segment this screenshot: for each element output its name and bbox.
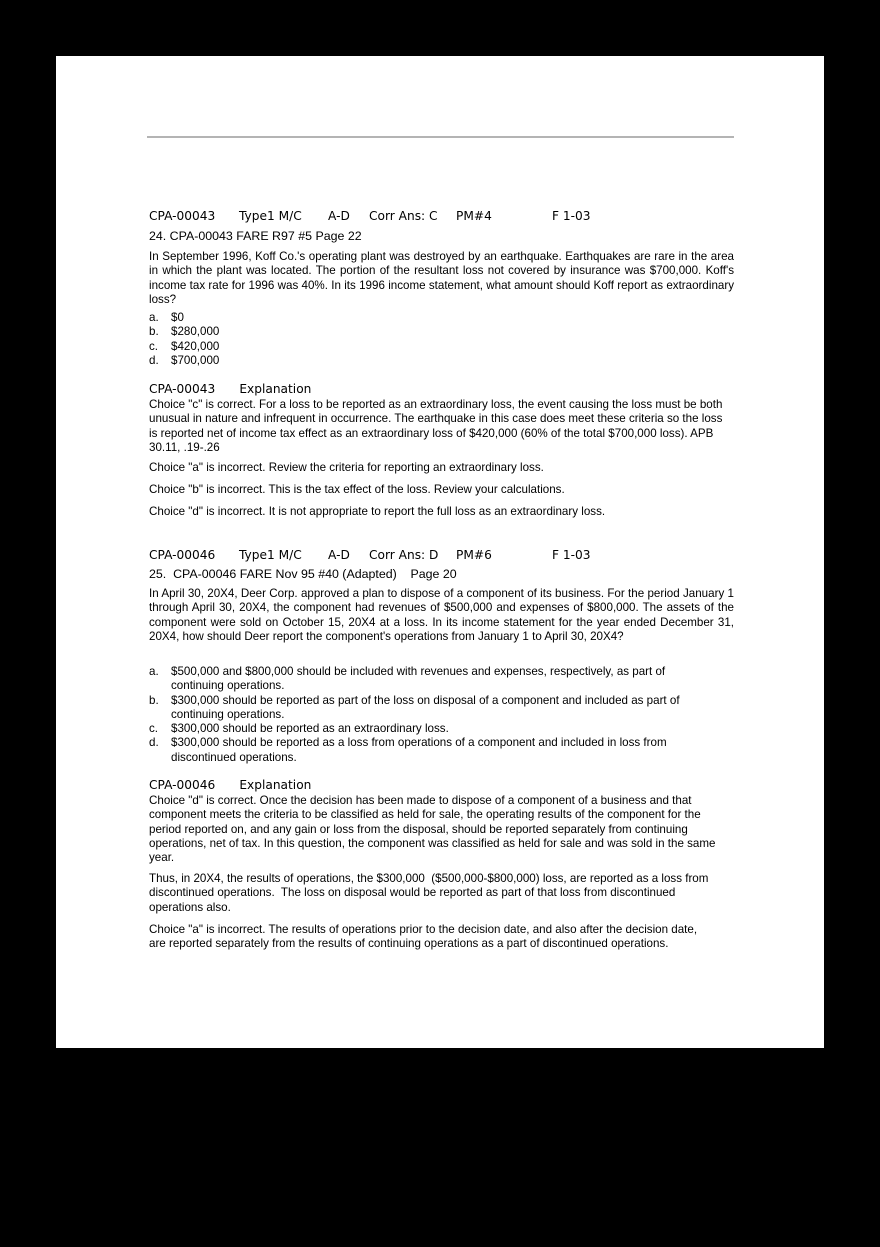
choice-letter: b. (149, 693, 159, 707)
question-id: CPA-00043 (149, 209, 216, 223)
answer-choice-b (149, 325, 734, 339)
explanation-paragraph: Choice "d" is incorrect. It is not appropriate to report the full loss as an extraordinary loss. (149, 505, 606, 518)
choice-text: $300,000 should be reported as part of the loss on disposal of a component and included as part of continuing operations. (171, 693, 680, 721)
correct-answer: Corr Ans: C (369, 209, 438, 223)
choice-letter: d. (149, 353, 159, 367)
choice-letter: c. (149, 722, 159, 736)
choice-letter: c. (149, 339, 159, 353)
answer-choice-d (149, 736, 709, 765)
explanation-label: Explanation (239, 778, 312, 792)
question-type: Type1 M/C (239, 548, 302, 562)
choice-text: $700,000 (171, 353, 220, 367)
answer-choice-d (149, 354, 734, 368)
choice-text: $300,000 should be reported as a loss from operations of a component and included in loss from discontinued operations. (171, 736, 667, 764)
question-header (149, 547, 734, 563)
question-reference: 25. CPA-00046 FARE Nov 95 #40 (Adapted) Page 20 (149, 567, 457, 581)
question-reference: 24. CPA-00043 FARE R97 #5 Page 22 (149, 229, 362, 243)
question-header (149, 208, 734, 224)
choice-text: $500,000 and $800,000 should be included with revenues and expenses, respectively, as part of continuing operations. (171, 665, 666, 693)
choice-letter: a. (149, 311, 159, 324)
explanation-paragraph: Choice "a" is incorrect. Review the criteria for reporting an extraordinary loss. (149, 461, 544, 474)
explanation-paragraph: Choice "b" is incorrect. This is the tax effect of the loss. Review your calculations. (149, 483, 565, 496)
pm-number: PM#4 (456, 209, 492, 223)
question-type: Type1 M/C (239, 209, 302, 223)
explanation-paragraph: Choice "d" is correct. Once the decision has been made to dispose of a component of a business and that component meets the criteria to be classified as held for sale, the operating results of the component for the period reported on, and any gain or loss from the disposal, should be reported separately from continuing operations, net of tax. In this question, the component was classified as held for sale and was sold in the same year. (149, 794, 716, 865)
choice-letter: b. (149, 325, 159, 339)
document-page (56, 56, 824, 1048)
section-code: F 1-03 (552, 209, 591, 223)
choice-text: $420,000 (171, 339, 220, 353)
header-rule (147, 136, 734, 138)
choice-letter: a. (149, 665, 159, 678)
question-text: In September 1996, Koff Co.'s operating plant was destroyed by an earthquake. Earthquakes are rare in the area in which the plant was located. The portion of the resultant loss not covered by insurance was $700,000. Koff's income tax rate for 1996 was 40%. In its 1996 income statement, what amount should Koff report as extraordinary loss? (149, 250, 734, 306)
answer-choices (149, 311, 734, 368)
explanation-header (149, 777, 311, 793)
answer-choices (149, 665, 709, 765)
answer-range: A-D (328, 209, 350, 223)
answer-choice-b (149, 694, 709, 723)
answer-choice-a (149, 311, 734, 325)
explanation-id: CPA-00046 (149, 778, 216, 792)
choice-text: $280,000 (171, 325, 220, 339)
pm-number: PM#6 (456, 548, 492, 562)
answer-choice-a (149, 665, 709, 694)
explanation-paragraph: Thus, in 20X4, the results of operations, the $300,000 ($500,000-$800,000) loss, are reported as a loss from discontinued operations. The loss on disposal would be reported as part of that loss from discontinued operations also. (149, 872, 712, 914)
explanation-header (149, 381, 311, 397)
question-text: In April 30, 20X4, Deer Corp. approved a plan to dispose of a component of its business. For the period January 1 through April 30, 20X4, the component had revenues of $500,000 and expenses of $800,000. The assets of the component were sold on October 15, 20X4 at a loss. In its income statement for the year ended December 31, 20X4, how should Deer report the component's operations from January 1 to April 30, 20X4? (149, 587, 734, 643)
answer-choice-c (149, 722, 709, 736)
answer-choice-c (149, 340, 734, 354)
choice-text: $300,000 should be reported as an extraordinary loss. (171, 722, 449, 736)
section-code: F 1-03 (552, 548, 591, 562)
explanation-label: Explanation (239, 382, 312, 396)
choice-letter: d. (149, 736, 159, 750)
choice-text: $0 (171, 311, 184, 324)
answer-range: A-D (328, 548, 350, 562)
explanation-paragraph: Choice "c" is correct. For a loss to be reported as an extraordinary loss, the event causing the loss must be both unusual in nature and infrequent in occurrence. The earthquake in this case does meet these criteria so the loss is reported net of income tax effect as an extraordinary loss of $420,000 (60% of the total $700,000 loss). APB 30.11, .19-.26 (149, 398, 723, 454)
explanation-paragraph: Choice "a" is incorrect. The results of operations prior to the decision date, and also after the decision date, are reported separately from the results of continuing operations as a part of discontinued operations. (149, 923, 698, 951)
explanation-id: CPA-00043 (149, 382, 216, 396)
correct-answer: Corr Ans: D (369, 548, 439, 562)
question-id: CPA-00046 (149, 548, 216, 562)
